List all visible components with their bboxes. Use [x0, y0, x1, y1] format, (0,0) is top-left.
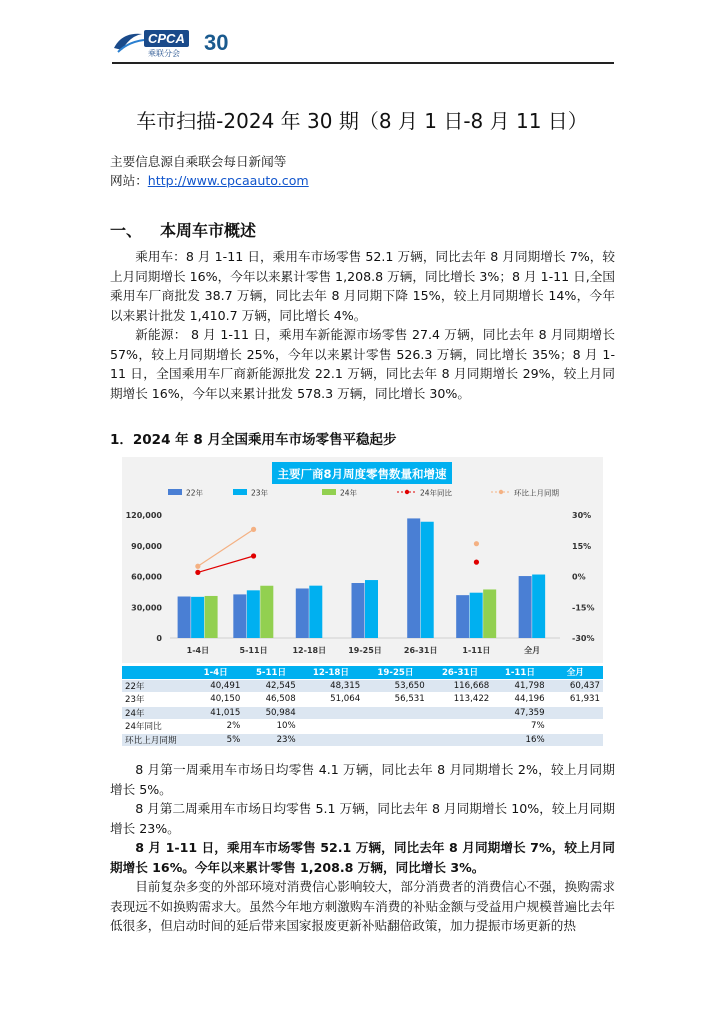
page-title: 车市扫描-2024 年 30 期（8 月 1 日-8 月 11 日）: [136, 109, 588, 133]
legend-label: 24年: [340, 488, 358, 498]
website-line: [110, 171, 309, 190]
table-header-cell: 5-11日: [243, 666, 298, 679]
bar-23年-1-4日: [191, 597, 204, 638]
header-divider: [112, 62, 614, 64]
table-cell: 42,545: [243, 679, 298, 693]
bar-22年-全月: [519, 576, 532, 638]
table-cell: [299, 706, 364, 720]
table-cell: 47,359: [492, 706, 547, 720]
series-line-环比上月同期: [198, 529, 254, 566]
subsection-heading: 1．2024 年 8 月全国乘用车市场零售平稳起步: [110, 432, 397, 448]
table-cell: [363, 733, 428, 747]
table-cell: 41,798: [492, 679, 547, 693]
section-title: 本周车市概述: [160, 221, 257, 240]
table-cell: 22年: [122, 679, 188, 693]
table-cell: 60,437: [548, 679, 603, 693]
table-row: [122, 679, 603, 693]
bar-23年-1-11日: [470, 593, 483, 638]
legend-marker: [405, 490, 409, 494]
weekly-retail-table: [122, 666, 603, 747]
summary-paragraph: 8 月 1-11 日，乘用车市场零售 52.1 万辆，同比去年 8 月同期增长 7%，较上月同期增长 16%。今年以来累计零售 1,208.8 万辆，同比增长 3%。: [110, 840, 615, 875]
bar-23年-全月: [532, 575, 545, 638]
table-header-cell: 全月: [548, 666, 603, 679]
x-tick-label: 全月: [524, 646, 541, 655]
table-header-cell: 1-11日: [492, 666, 547, 679]
legend-swatch: [233, 489, 247, 495]
y-left-tick-label: 90,000: [131, 541, 162, 551]
table-cell: [363, 706, 428, 720]
table-cell: 7%: [492, 720, 547, 734]
table-header-row: [122, 666, 603, 679]
legend-marker: [499, 490, 503, 494]
line-point-24年同比: [474, 560, 479, 565]
series-line-24年同比: [198, 556, 254, 572]
line-point-环比上月同期: [251, 527, 256, 532]
legend-swatch: [322, 489, 336, 495]
x-tick-label: 5-11日: [239, 646, 268, 655]
table-cell: 23年: [122, 693, 188, 707]
bar-22年-12-18日: [296, 588, 309, 638]
table-cell: 41,015: [188, 706, 243, 720]
legend-label: 24年同比: [420, 488, 453, 498]
bar-23年-26-31日: [421, 522, 434, 638]
table-header-cell: [122, 666, 188, 679]
bar-23年-12-18日: [309, 586, 322, 638]
table-cell: [548, 706, 603, 720]
x-tick-label: 1-11日: [462, 646, 491, 655]
table-cell: 23%: [243, 733, 298, 747]
week2-paragraph: 8 月第二周乘用车市场日均零售 5.1 万辆，同比去年 8 月同期增长 10%，较上月同期增长 23%。: [110, 801, 615, 836]
line-point-环比上月同期: [195, 564, 200, 569]
table-cell: [428, 706, 493, 720]
y-right-tick-label: 15%: [572, 541, 592, 551]
table-cell: 24年: [122, 706, 188, 720]
weekly-retail-chart: [122, 457, 603, 663]
table-cell: [299, 733, 364, 747]
table-row: [122, 693, 603, 707]
table-cell: 5%: [188, 733, 243, 747]
table-cell: 56,531: [363, 693, 428, 707]
y-right-tick-label: -15%: [572, 603, 595, 613]
y-left-tick-label: 120,000: [125, 511, 162, 520]
website-link[interactable]: http://www.cpcaauto.com: [147, 173, 309, 188]
x-tick-label: 26-31日: [403, 646, 438, 655]
body-text: [110, 760, 615, 936]
nev-paragraph: 新能源： 8 月 1-11 日，乘用车新能源市场零售 27.4 万辆，同比去年 8 月同期增长 57%，较上月同期增长 25%，今年以来累计零售 526.3 万辆，同比增长 35%；8 月 1-11 日，全国乘用车厂商新能源批发 22.1 万辆，同比去年 8 月同期增长 29%，较上月同期增长 16%，今年以来累计批发 578.3 万辆，同比增长 30%。: [110, 327, 615, 401]
table-cell: [428, 720, 493, 734]
table-cell: 50,984: [243, 706, 298, 720]
table-cell: 48,315: [299, 679, 364, 693]
table-header-cell: 26-31日: [428, 666, 493, 679]
x-tick-label: 19-25日: [348, 646, 382, 655]
table-cell: 10%: [243, 720, 298, 734]
table-cell: 环比上月同期: [122, 733, 188, 747]
overview-text: [110, 247, 615, 403]
table-cell: 44,196: [492, 693, 547, 707]
x-tick-label: 12-18日: [292, 646, 327, 655]
table-cell: 61,931: [548, 693, 603, 707]
bar-22年-26-31日: [407, 518, 420, 638]
table-cell: [299, 720, 364, 734]
y-right-tick-label: -30%: [572, 634, 595, 643]
table-header-cell: 19-25日: [363, 666, 428, 679]
outlook-paragraph: 目前复杂多变的外部环境对消费信心影响较大，部分消费者的消费信心不强，换购需求表现远不如换购需求大。虽然今年地方刺激购车消费的补贴金额与受益用户规模普遍比去年低很多，但启动时间的延后带来国家报废更新补贴翻倍政策，加力提振市场更新的热: [110, 879, 615, 933]
line-point-环比上月同期: [474, 541, 479, 546]
table-row: [122, 720, 603, 734]
legend-label: 环比上月同期: [514, 488, 559, 498]
car-swoosh-icon: [112, 26, 146, 56]
table-cell: 24年同比: [122, 720, 188, 734]
y-right-tick-label: 0%: [572, 572, 586, 582]
table-cell: 116,668: [428, 679, 493, 693]
bar-22年-19-25日: [352, 583, 365, 638]
y-left-tick-label: 0: [156, 634, 162, 643]
chart-title: 主要厂商8月周度零售数量和增速: [277, 467, 447, 481]
logo-30-text: 30: [204, 30, 229, 55]
cpca-logo: [112, 26, 242, 62]
website-label: 网站：: [110, 173, 148, 188]
source-line: 主要信息源自乘联会每日新闻等: [110, 154, 287, 169]
table-cell: 51,064: [299, 693, 364, 707]
table-cell: [363, 720, 428, 734]
bar-22年-5-11日: [233, 594, 246, 638]
passenger-car-paragraph: 乘用车：8 月 1-11 日，乘用车市场零售 52.1 万辆，同比去年 8 月同期增长 7%，较上月同期增长 16%，今年以来累计零售 1,208.8 万辆，同比增长 3%；8 月 1-11 日,全国乘用车厂商批发 38.7 万辆，同比去年 8 月同期下降 15%，较上月同期增长 14%，今年以来累计批发 1,410.7 万辆，同比增长 4%。: [110, 249, 615, 323]
table-row: [122, 706, 603, 720]
table-cell: [548, 733, 603, 747]
bar-24年-1-4日: [205, 596, 218, 638]
bar-22年-1-4日: [178, 596, 191, 638]
table-cell: 46,508: [243, 693, 298, 707]
bar-24年-5-11日: [260, 586, 273, 638]
bar-23年-19-25日: [365, 580, 378, 638]
bar-24年-1-11日: [483, 589, 496, 638]
legend-label: 22年: [186, 488, 204, 498]
table-cell: [548, 720, 603, 734]
legend-label: 23年: [251, 488, 269, 498]
legend-swatch: [168, 489, 182, 495]
logo-cpca-text: CPCA: [144, 30, 189, 47]
bar-23年-5-11日: [247, 590, 260, 638]
y-right-tick-label: 30%: [572, 511, 592, 520]
table-cell: 2%: [188, 720, 243, 734]
week1-paragraph: 8 月第一周乘用车市场日均零售 4.1 万辆，同比去年 8 月同期增长 2%，较上月同期增长 5%。: [110, 762, 615, 797]
section-heading: [110, 218, 256, 241]
y-left-tick-label: 30,000: [131, 603, 162, 613]
table-cell: 113,422: [428, 693, 493, 707]
table-header-cell: 1-4日: [188, 666, 243, 679]
x-tick-label: 1-4日: [186, 646, 210, 655]
line-point-24年同比: [195, 570, 200, 575]
table-cell: 40,491: [188, 679, 243, 693]
section-number: 一、: [110, 221, 143, 240]
logo-sub-text: 乘联分会: [148, 49, 180, 58]
table-cell: 16%: [492, 733, 547, 747]
chart-svg: [122, 457, 603, 663]
table-cell: 53,650: [363, 679, 428, 693]
bar-22年-1-11日: [456, 595, 469, 638]
line-point-24年同比: [251, 553, 256, 558]
table-header-cell: 12-18日: [299, 666, 364, 679]
table-row: [122, 733, 603, 747]
table-cell: [428, 733, 493, 747]
y-left-tick-label: 60,000: [131, 572, 162, 582]
table-cell: 40,150: [188, 693, 243, 707]
